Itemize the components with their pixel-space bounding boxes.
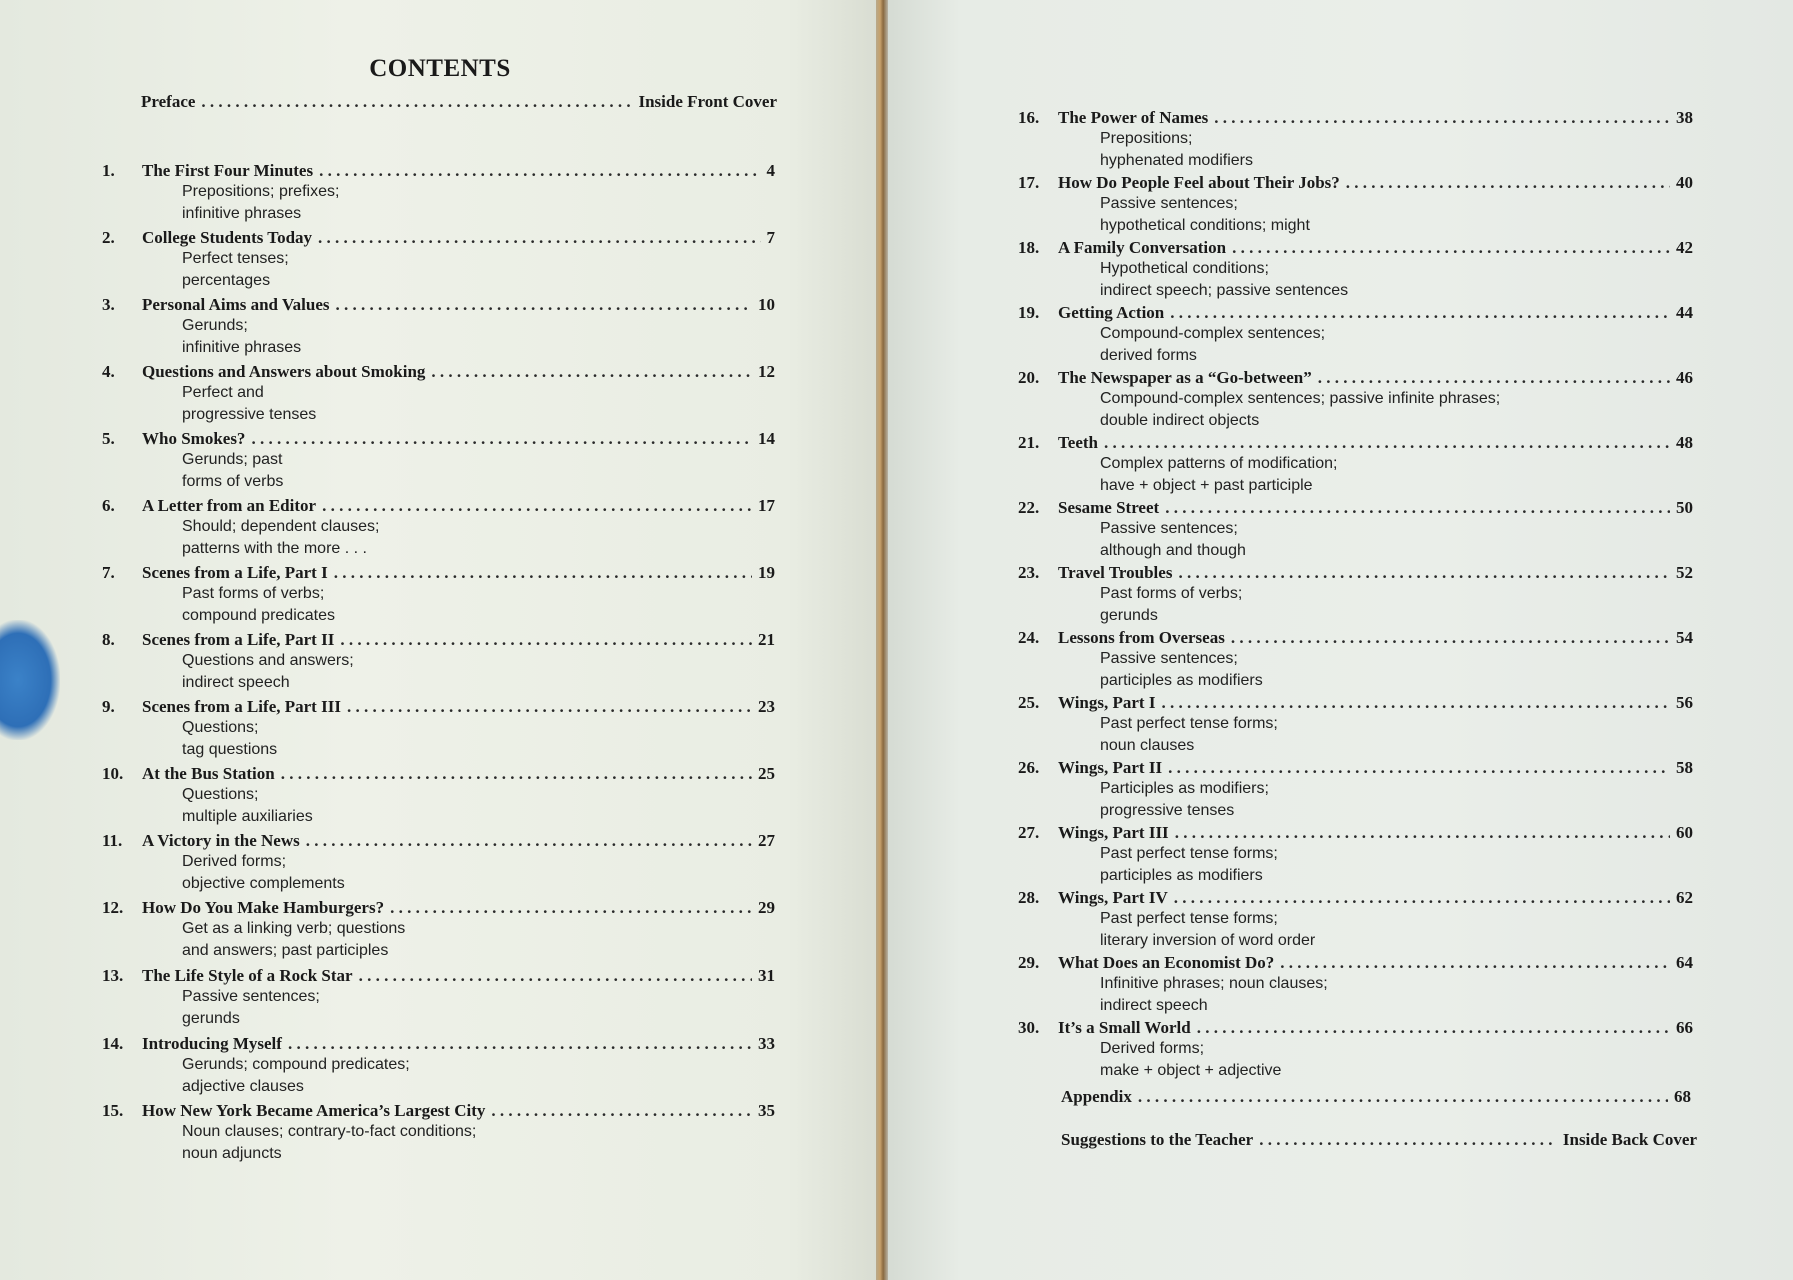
entry-topic-line: gerunds: [182, 1010, 240, 1027]
entry-topic-line: Prepositions;: [1100, 130, 1193, 147]
right-page: [888, 0, 1793, 1280]
entry-topic-line: noun adjuncts: [182, 1145, 282, 1162]
entry-title: Wings, Part IV: [1058, 888, 1168, 907]
entry-topic-line: Hypothetical conditions;: [1100, 260, 1269, 277]
leader-dots: [322, 496, 752, 516]
entry-title: Wings, Part I: [1058, 693, 1156, 712]
entry-topic-line: and answers; past participles: [182, 942, 389, 959]
entry-topic-line: Past perfect tense forms;: [1100, 845, 1278, 862]
entry-title: Wings, Part II: [1058, 758, 1163, 777]
leader-dots: [1170, 303, 1670, 323]
entry-topic-line: Perfect tenses;: [182, 250, 289, 267]
entry-number: 22.: [1018, 498, 1040, 517]
entry-topic-line: Past forms of verbs;: [182, 585, 325, 602]
toc-entry: [102, 161, 775, 181]
toc-entry: [1018, 498, 1693, 518]
entry-page: 10: [758, 295, 775, 314]
entry-title: A Victory in the News: [142, 831, 300, 850]
entry-topic-line: Passive sentences;: [1100, 195, 1238, 212]
toc-entry: [102, 295, 775, 315]
entry-page: 33: [758, 1034, 775, 1053]
toc-entry: [102, 966, 775, 986]
entry-number: 15.: [102, 1101, 124, 1120]
entry-number: 3.: [102, 295, 115, 314]
entry-topic-line: compound predicates: [182, 607, 335, 624]
entry-topic-line: noun clauses: [1100, 737, 1195, 754]
toc-entry: [1018, 628, 1693, 648]
entry-page: 25: [758, 764, 775, 783]
leader-dots: [334, 563, 752, 583]
entry-topic-line: Prepositions; prefixes;: [182, 183, 340, 200]
entry-title: The Newspaper as a “Go-between”: [1058, 368, 1312, 387]
entry-number: 20.: [1018, 368, 1040, 387]
entry-topic-line: percentages: [182, 272, 271, 289]
entry-number: 16.: [1018, 108, 1040, 127]
entry-topic-line: Participles as modifiers;: [1100, 780, 1269, 797]
entry-page: 52: [1676, 563, 1693, 582]
entry-number: 25.: [1018, 693, 1040, 712]
leader-dots: [201, 92, 632, 112]
entry-topic-line: Past perfect tense forms;: [1100, 715, 1278, 732]
preface-title: Preface: [141, 92, 196, 111]
entry-topic-line: patterns with the more . . .: [182, 540, 367, 557]
leader-dots: [288, 1034, 752, 1054]
leader-dots: [319, 161, 760, 181]
leader-dots: [1138, 1087, 1668, 1107]
leader-dots: [1232, 238, 1670, 258]
toc-entry: [102, 496, 775, 516]
entry-number: 6.: [102, 496, 115, 515]
entry-title: What Does an Economist Do?: [1058, 953, 1275, 972]
leader-dots: [1259, 1130, 1557, 1150]
entry-number: 18.: [1018, 238, 1040, 257]
entry-number: 27.: [1018, 823, 1040, 842]
leader-dots: [1165, 498, 1670, 518]
toc-entry: [1018, 238, 1693, 258]
entry-page: 40: [1676, 173, 1693, 192]
entry-number: 2.: [102, 228, 115, 247]
entry-title: Questions and Answers about Smoking: [142, 362, 426, 381]
entry-number: 29.: [1018, 953, 1040, 972]
entry-page: 17: [758, 496, 775, 515]
entry-topic-line: Perfect and: [182, 384, 264, 401]
entry-page: 50: [1676, 498, 1693, 517]
entry-topic-line: progressive tenses: [1100, 802, 1235, 819]
entry-topic-line: multiple auxiliaries: [182, 808, 313, 825]
leader-dots: [318, 228, 760, 248]
entry-topic-line: hyphenated modifiers: [1100, 152, 1253, 169]
entry-page: 21: [758, 630, 775, 649]
entry-topic-line: participles as modifiers: [1100, 867, 1263, 884]
entry-page: 12: [758, 362, 775, 381]
toc-entry: [1018, 823, 1693, 843]
entry-topic-line: objective complements: [182, 875, 345, 892]
entry-page: 35: [758, 1101, 775, 1120]
entry-number: 17.: [1018, 173, 1040, 192]
entry-topic-line: indirect speech; passive sentences: [1100, 282, 1349, 299]
toc-entry: [102, 563, 775, 583]
leader-dots: [1214, 108, 1670, 128]
leader-dots: [359, 966, 752, 986]
toc-entry: [102, 831, 775, 851]
leader-dots: [1161, 693, 1670, 713]
toc-entry: [1018, 888, 1693, 908]
toc-entry: [1018, 693, 1693, 713]
left-page: [0, 0, 876, 1280]
leader-dots: [1231, 628, 1670, 648]
entry-page: 27: [758, 831, 775, 850]
entry-number: 7.: [102, 563, 115, 582]
entry-topic-line: although and though: [1100, 542, 1246, 559]
entry-number: 4.: [102, 362, 115, 381]
entry-topic-line: literary inversion of word order: [1100, 932, 1316, 949]
entry-topic-line: participles as modifiers: [1100, 672, 1263, 689]
contents-title: CONTENTS: [369, 55, 511, 82]
entry-topic-line: tag questions: [182, 741, 278, 758]
entry-number: 12.: [102, 898, 124, 917]
entry-topic-line: gerunds: [1100, 607, 1158, 624]
entry-page: 66: [1676, 1018, 1693, 1037]
leader-dots: [1175, 823, 1670, 843]
entry-number: 8.: [102, 630, 115, 649]
entry-number: 1.: [102, 161, 115, 180]
entry-topic-line: double indirect objects: [1100, 412, 1260, 429]
entry-number: 11.: [102, 831, 123, 850]
suggestions-title: Suggestions to the Teacher: [1061, 1130, 1254, 1149]
suggestions-page: Inside Back Cover: [1562, 1130, 1697, 1149]
appendix-entry: [1061, 1087, 1691, 1107]
entry-title: Scenes from a Life, Part III: [142, 697, 341, 716]
leader-dots: [281, 764, 752, 784]
entry-page: 46: [1676, 368, 1693, 387]
entry-topic-line: Gerunds; past: [182, 451, 283, 468]
entry-number: 5.: [102, 429, 115, 448]
entry-topic-line: progressive tenses: [182, 406, 317, 423]
toc-entry: [1018, 368, 1693, 388]
entry-number: 24.: [1018, 628, 1040, 647]
leader-dots: [1178, 563, 1670, 583]
entry-title: Who Smokes?: [142, 429, 246, 448]
toc-entry: [1018, 1018, 1693, 1038]
entry-topic-line: Should; dependent clauses;: [182, 518, 380, 535]
entry-topic-line: Past forms of verbs;: [1100, 585, 1243, 602]
entry-topic-line: hypothetical conditions; might: [1100, 217, 1310, 234]
entry-topic-line: forms of verbs: [182, 473, 284, 490]
leader-dots: [1168, 758, 1670, 778]
appendix-title: Appendix: [1061, 1087, 1132, 1106]
toc-entry: [102, 697, 775, 717]
leader-dots: [491, 1101, 752, 1121]
toc-entry: [1018, 563, 1693, 583]
entry-topic-line: Get as a linking verb; questions: [182, 920, 406, 937]
toc-entry: [102, 898, 775, 918]
toc-entry: [102, 764, 775, 784]
entry-page: 60: [1676, 823, 1693, 842]
entry-topic-line: Passive sentences;: [182, 988, 320, 1005]
leader-dots: [1174, 888, 1670, 908]
leader-dots: [1346, 173, 1670, 193]
leader-dots: [1197, 1018, 1670, 1038]
entry-title: At the Bus Station: [142, 764, 275, 783]
entry-title: Travel Troubles: [1058, 563, 1173, 582]
entry-number: 9.: [102, 697, 115, 716]
entry-topic-line: make + object + adjective: [1100, 1062, 1282, 1079]
toc-entry: [102, 630, 775, 650]
entry-page: 42: [1676, 238, 1693, 257]
toc-entry: [1018, 303, 1693, 323]
leader-dots: [336, 295, 752, 315]
entry-page: 56: [1676, 693, 1693, 712]
book-spine: [876, 0, 888, 1280]
entry-topic-line: adjective clauses: [182, 1078, 304, 1095]
entry-page: 38: [1676, 108, 1693, 127]
blue-fiber-tuft: [0, 620, 60, 740]
leader-dots: [306, 831, 752, 851]
entry-topic-line: infinitive phrases: [182, 205, 302, 222]
entry-title: Introducing Myself: [142, 1034, 282, 1053]
entry-page: 44: [1676, 303, 1693, 322]
entry-topic-line: have + object + past participle: [1100, 477, 1313, 494]
entry-title: Personal Aims and Values: [142, 295, 330, 314]
entry-page: 14: [758, 429, 775, 448]
toc-entry: [102, 1101, 775, 1121]
entry-page: 29: [758, 898, 775, 917]
entry-page: 23: [758, 697, 775, 716]
entry-title: Scenes from a Life, Part I: [142, 563, 328, 582]
entry-page: 64: [1676, 953, 1693, 972]
entry-title: The First Four Minutes: [142, 161, 314, 180]
entry-topic-line: Noun clauses; contrary-to-fact conditions;: [182, 1123, 477, 1140]
entry-number: 10.: [102, 764, 124, 783]
leader-dots: [431, 362, 752, 382]
entry-topic-line: Gerunds;: [182, 317, 248, 334]
entry-topic-line: Infinitive phrases; noun clauses;: [1100, 975, 1328, 992]
entry-topic-line: derived forms: [1100, 347, 1197, 364]
entry-topic-line: Questions;: [182, 786, 259, 803]
entry-title: A Family Conversation: [1058, 238, 1227, 257]
toc-entry: [1018, 758, 1693, 778]
entry-title: How New York Became America’s Largest City: [142, 1101, 486, 1120]
entry-topic-line: Complex patterns of modification;: [1100, 455, 1338, 472]
entry-page: 54: [1676, 628, 1693, 647]
entry-title: How Do You Make Hamburgers?: [142, 898, 385, 917]
leader-dots: [1318, 368, 1670, 388]
entry-topic-line: infinitive phrases: [182, 339, 302, 356]
entry-topic-line: Questions and answers;: [182, 652, 354, 669]
preface-page: Inside Front Cover: [638, 92, 777, 111]
entry-title: A Letter from an Editor: [142, 496, 317, 515]
appendix-page: 68: [1674, 1087, 1691, 1106]
entry-page: 7: [766, 228, 775, 247]
entry-topic-line: Compound-complex sentences; passive infinite phrases;: [1100, 390, 1501, 407]
leader-dots: [1280, 953, 1670, 973]
toc-entry: [102, 429, 775, 449]
entry-number: 23.: [1018, 563, 1040, 582]
entry-topic-line: Past perfect tense forms;: [1100, 910, 1278, 927]
entry-number: 30.: [1018, 1018, 1040, 1037]
entry-page: 48: [1676, 433, 1693, 452]
leader-dots: [340, 630, 752, 650]
entry-number: 28.: [1018, 888, 1040, 907]
suggestions-entry: [1061, 1130, 1697, 1150]
toc-entry: [102, 1034, 775, 1054]
entry-title: It’s a Small World: [1058, 1018, 1191, 1037]
entry-page: 31: [758, 966, 775, 985]
entry-title: The Power of Names: [1058, 108, 1209, 127]
entry-page: 19: [758, 563, 775, 582]
entry-title: The Life Style of a Rock Star: [142, 966, 353, 985]
entry-title: College Students Today: [142, 228, 313, 247]
entry-topic-line: Compound-complex sentences;: [1100, 325, 1326, 342]
leader-dots: [251, 429, 752, 449]
entry-title: Lessons from Overseas: [1058, 628, 1225, 647]
entry-topic-line: Derived forms;: [182, 853, 287, 870]
entry-title: How Do People Feel about Their Jobs?: [1058, 173, 1340, 192]
entry-topic-line: indirect speech: [182, 674, 290, 691]
entry-topic-line: Passive sentences;: [1100, 650, 1238, 667]
entry-title: Wings, Part III: [1058, 823, 1169, 842]
entry-page: 4: [766, 161, 775, 180]
entry-title: Teeth: [1058, 433, 1098, 452]
entry-topic-line: Questions;: [182, 719, 259, 736]
toc-entry: [1018, 173, 1693, 193]
entry-topic-line: Gerunds; compound predicates;: [182, 1056, 410, 1073]
entry-page: 58: [1676, 758, 1693, 777]
entry-number: 26.: [1018, 758, 1040, 777]
entry-title: Sesame Street: [1058, 498, 1160, 517]
entry-topic-line: Passive sentences;: [1100, 520, 1238, 537]
entry-number: 13.: [102, 966, 124, 985]
toc-entry: [1018, 108, 1693, 128]
leader-dots: [1104, 433, 1670, 453]
toc-entry: [102, 362, 775, 382]
entry-number: 21.: [1018, 433, 1040, 452]
toc-entry: [1018, 953, 1693, 973]
entry-topic-line: Derived forms;: [1100, 1040, 1205, 1057]
leader-dots: [390, 898, 752, 918]
toc-entry: [1018, 433, 1693, 453]
entry-title: Getting Action: [1058, 303, 1165, 322]
entry-number: 19.: [1018, 303, 1040, 322]
toc-entry: [102, 228, 775, 248]
entry-topic-line: indirect speech: [1100, 997, 1208, 1014]
entry-page: 62: [1676, 888, 1693, 907]
entry-number: 14.: [102, 1034, 124, 1053]
leader-dots: [347, 697, 752, 717]
entry-title: Scenes from a Life, Part II: [142, 630, 335, 649]
preface-entry: [141, 92, 777, 112]
